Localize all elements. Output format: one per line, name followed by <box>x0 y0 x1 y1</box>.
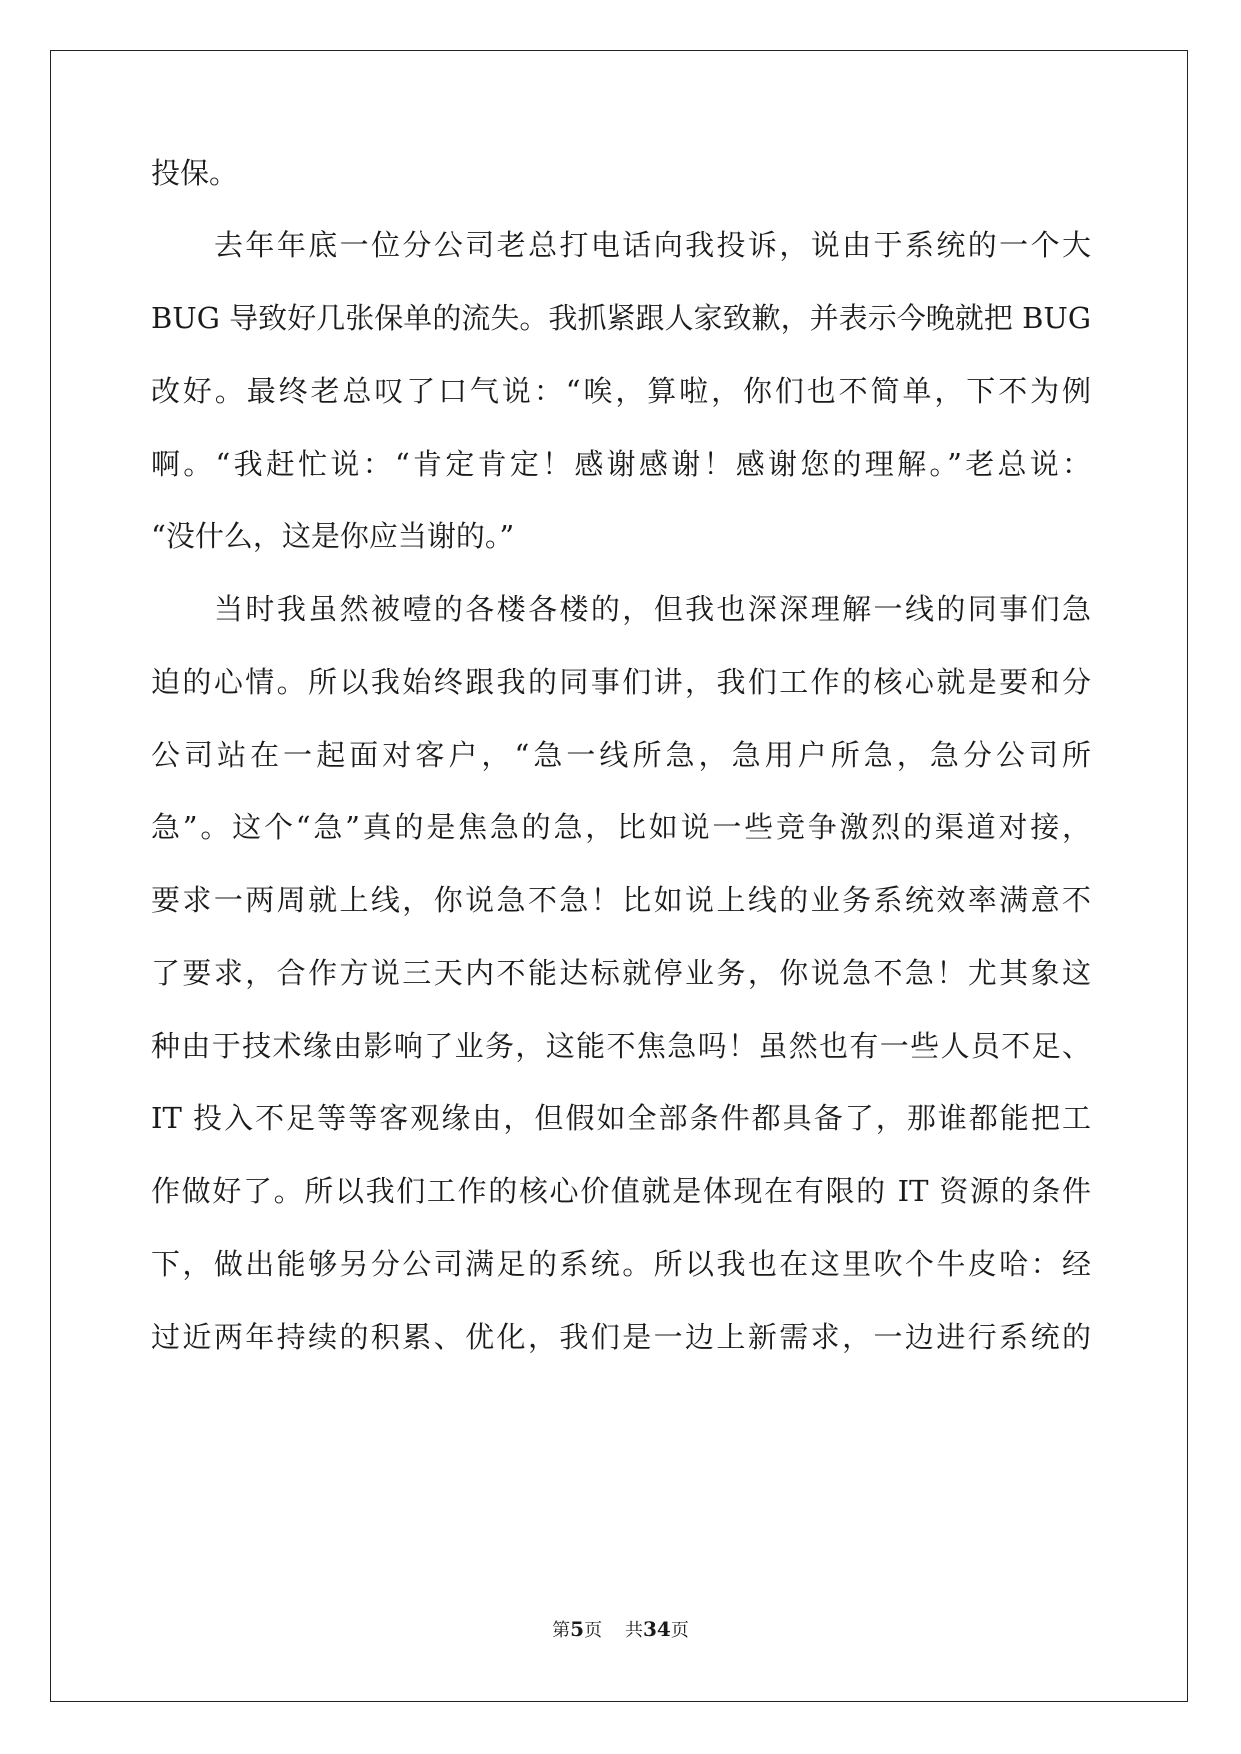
text-line: BUG 导致好几张保单的流失。我抓紧跟人家致歉，并表示今晚就把 BUG <box>151 301 1091 335</box>
text-line: “没什么，这是你应当谢的。” <box>151 519 515 553</box>
text-line: 种由于技术缘由影响了业务，这能不焦急吗！虽然也有一些人员不足、 <box>151 1029 1091 1063</box>
text-line: 当时我虽然被噎的各楼各楼的，但我也深深理解一线的同事们急 <box>214 592 1091 626</box>
text-line: 啊。“我赶忙说：“肯定肯定！感谢感谢！感谢您的理解。”老总说： <box>151 447 1091 481</box>
footer-total-suffix: 页 <box>670 1620 689 1641</box>
page-footer <box>0 1617 1241 1643</box>
text-line: 公司站在一起面对客户，“急一线所急，急用户所急，急分公司所 <box>151 738 1091 772</box>
text-line: 迫的心情。所以我始终跟我的同事们讲，我们工作的核心就是要和分 <box>151 665 1091 699</box>
text-line: 去年年底一位分公司老总打电话向我投诉，说由于系统的一个大 <box>214 228 1091 262</box>
footer-prefix: 第 <box>552 1620 571 1641</box>
text-line: 下，做出能够另分公司满足的系统。所以我也在这里吹个牛皮哈：经 <box>151 1247 1091 1281</box>
text-line: 改好。最终老总叹了口气说：“唉，算啦，你们也不简单，下不为例 <box>151 374 1091 408</box>
text-line: 作做好了。所以我们工作的核心价值就是体现在有限的 IT 资源的条件 <box>151 1174 1091 1208</box>
footer-page-suffix: 页 <box>584 1620 603 1641</box>
text-line: 要求一两周就上线，你说急不急！比如说上线的业务系统效率满意不 <box>151 883 1091 917</box>
text-line: 投保。 <box>151 156 239 190</box>
current-page-number: 5 <box>570 1617 585 1641</box>
text-line: 过近两年持续的积累、优化，我们是一边上新需求，一边进行系统的 <box>151 1320 1091 1354</box>
text-line: IT 投入不足等等客观缘由，但假如全部条件都具备了，那谁都能把工 <box>151 1101 1091 1135</box>
footer-total-prefix: 共 <box>624 1620 643 1641</box>
text-line: 急”。这个“急”真的是焦急的急，比如说一些竞争激烈的渠道对接， <box>151 810 1091 844</box>
total-pages-number: 34 <box>642 1617 671 1641</box>
text-line: 了要求，合作方说三天内不能达标就停业务，你说急不急！尤其象这 <box>151 956 1091 990</box>
